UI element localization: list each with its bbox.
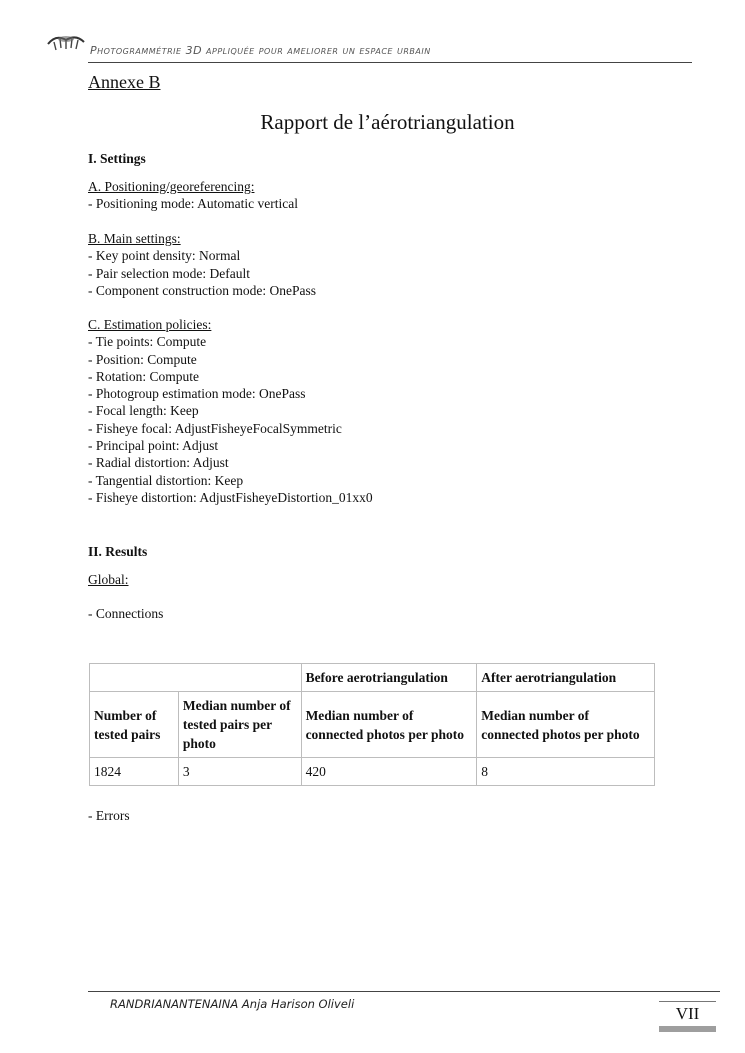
connections-table	[89, 663, 655, 786]
main-settings-section	[88, 230, 316, 299]
positioning-section	[88, 178, 298, 213]
list-item: - Positioning mode: Automatic vertical	[88, 196, 298, 212]
list-item: - Fisheye focal: AdjustFisheyeFocalSymmetric	[88, 420, 342, 436]
table-header-median-tested: Median number of tested pairs per photo	[178, 692, 301, 758]
page-number-box	[659, 1001, 716, 1033]
global-label: Global:	[88, 572, 129, 587]
connections-label: - Connections	[88, 606, 164, 621]
list-item: - Radial distortion: Adjust	[88, 455, 229, 471]
settings-heading: I. Settings	[88, 151, 146, 166]
positioning-heading: A. Positioning/georeferencing:	[88, 179, 255, 194]
list-item: - Position: Compute	[88, 351, 197, 367]
table-cell: 1824	[90, 758, 179, 786]
table-header-before: Before aerotriangulation	[301, 664, 477, 692]
list-item: - Tie points: Compute	[88, 334, 207, 350]
header-divider	[88, 62, 692, 63]
list-item: - Component construction mode: OnePass	[88, 282, 316, 298]
main-settings-heading: B. Main settings:	[88, 231, 181, 246]
list-item: - Principal point: Adjust	[88, 438, 219, 454]
page-number-bar	[659, 1026, 716, 1032]
footer-divider	[88, 991, 720, 992]
table-cell: 3	[178, 758, 301, 786]
list-item: - Fisheye distortion: AdjustFisheyeDistortion_01xx0	[88, 489, 373, 505]
table-row	[90, 664, 655, 692]
table-cell-empty	[90, 664, 302, 692]
table-row	[90, 758, 655, 786]
list-item: - Pair selection mode: Default	[88, 265, 250, 281]
table-cell: 420	[301, 758, 477, 786]
document-title: Rapport de l’aérotriangulation	[260, 110, 515, 134]
table-header-median-connected-before: Median number of connected photos per photo	[301, 692, 477, 758]
footer-author: RANDRIANANTENAINA Anja Harison Oliveli	[110, 997, 355, 1011]
table-header-tested-pairs: Number of tested pairs	[90, 692, 179, 758]
list-item: - Rotation: Compute	[88, 368, 199, 384]
table-header-median-connected-after: Median number of connected photos per photo	[477, 692, 655, 758]
table-row	[90, 692, 655, 758]
table-header-after: After aerotriangulation	[477, 664, 655, 692]
list-item: - Photogroup estimation mode: OnePass	[88, 386, 306, 402]
list-item: - Tangential distortion: Keep	[88, 472, 244, 488]
results-heading: II. Results	[88, 544, 148, 559]
header-title: Photogrammétrie 3D appliquée pour ameliorer un espace urbain	[90, 44, 431, 57]
page-number-rule	[659, 1001, 716, 1002]
errors-label: - Errors	[88, 808, 130, 823]
table-cell: 8	[477, 758, 655, 786]
list-item: - Focal length: Keep	[88, 403, 199, 419]
header-logo-icon	[46, 30, 86, 52]
estimation-policies-heading: C. Estimation policies:	[88, 317, 212, 332]
annex-label: Annexe B	[88, 72, 161, 92]
estimation-policies-section	[88, 316, 373, 506]
page-number: VII	[675, 1004, 700, 1023]
list-item: - Key point density: Normal	[88, 248, 241, 264]
